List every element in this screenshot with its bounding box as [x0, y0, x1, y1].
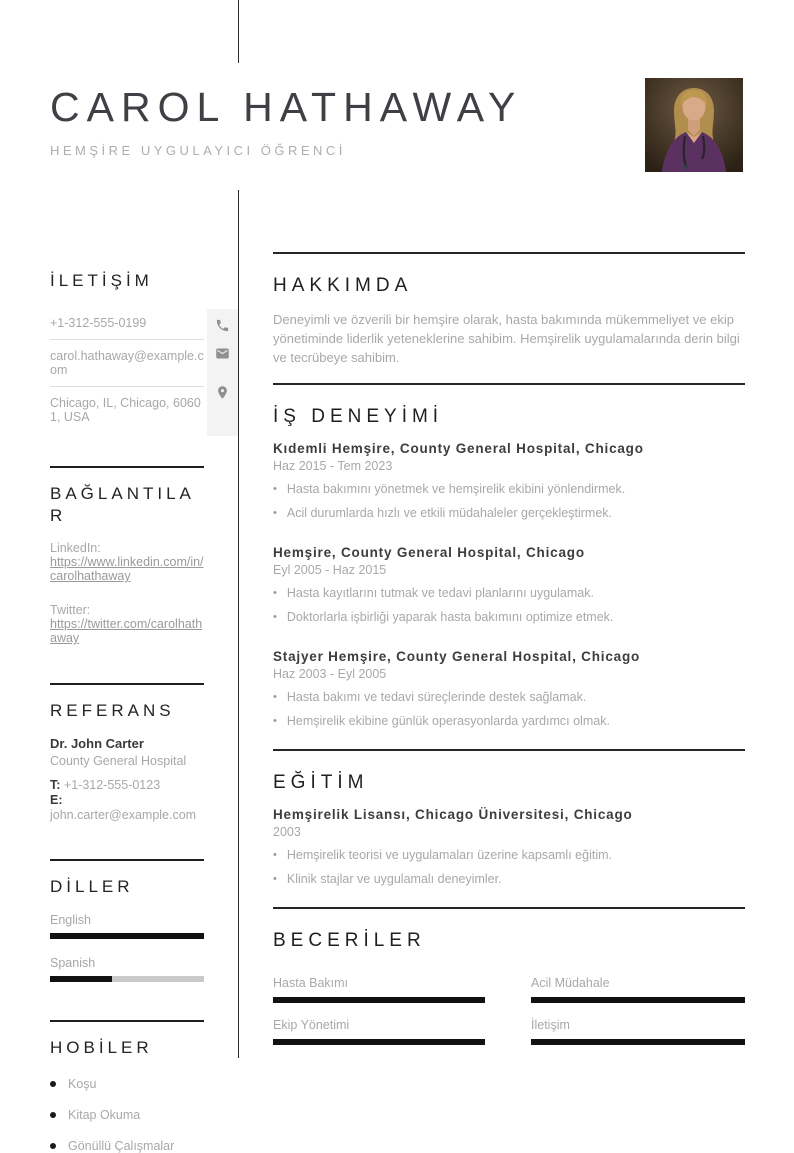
bullet-text: Hasta bakımını yönetmek ve hemşirelik ekibini yönlendirmek.: [286, 482, 626, 496]
skill-name: Acil Müdahale: [531, 976, 610, 990]
portrait-illustration: [645, 78, 743, 172]
section-divider: [50, 1020, 204, 1022]
about-section: [273, 252, 745, 383]
contact-icon-strip: [207, 309, 238, 436]
reference-phone-row: [50, 778, 204, 793]
contact-section: [50, 270, 204, 433]
person-name: CAROL HATHAWAY: [50, 84, 523, 130]
mail-icon: [215, 346, 230, 361]
hobby-item: [50, 1077, 204, 1091]
linkedin-link[interactable]: https://www.linkedin.com/in/carolhathaway: [50, 555, 204, 584]
job-list: [273, 441, 745, 749]
job-dates: Haz 2015 - Tem 2023: [273, 459, 393, 473]
job-bullet: [273, 610, 745, 625]
reference-email: john.carter@example.com: [50, 808, 197, 823]
skill-name: Ekip Yönetimi: [273, 1018, 350, 1032]
bullet-dot-icon: •: [273, 611, 277, 623]
skill-bar-fill: [531, 1039, 745, 1045]
education-bullets: [273, 848, 745, 887]
contact-phone: +1-312-555-0199: [50, 307, 204, 340]
twitter-link[interactable]: https://twitter.com/carolhathaway: [50, 617, 203, 646]
contact-rows: [50, 307, 204, 433]
link-item-twitter: [50, 603, 204, 645]
main-column: [273, 252, 745, 1069]
bullet-dot-icon: [50, 1143, 56, 1149]
education-heading: EĞİTİM: [273, 772, 369, 793]
bullet-text: Hasta kayıtlarını tutmak ve tedavi planlarını uygulamak.: [286, 586, 594, 600]
education-section: [273, 749, 745, 907]
reference-contact: [50, 778, 204, 823]
reference-email-row: [50, 793, 204, 823]
languages-section: [50, 859, 204, 982]
hobby-label: Gönüllü Çalışmalar: [68, 1138, 175, 1153]
bullet-text: Doktorlarla işbirliği yaparak hasta bakımını optimize etmek.: [286, 610, 614, 624]
job-bullets: [273, 586, 745, 625]
reference-phone: +1-312-555-0123: [63, 778, 161, 793]
contact-heading: İLETİŞİM: [50, 271, 153, 290]
job-bullet: [273, 482, 745, 497]
language-bar-fill: [50, 933, 204, 939]
skill-item: [531, 976, 745, 1003]
skill-bar-track: [273, 997, 485, 1003]
skill-bar-fill: [273, 1039, 485, 1045]
links-heading: BAĞLANTILAR: [50, 484, 195, 526]
section-divider: [50, 683, 204, 685]
bullet-dot-icon: •: [273, 587, 277, 599]
education-bullet: [273, 872, 745, 887]
job-title: Hemşire, County General Hospital, Chicago: [273, 545, 585, 560]
column-divider-line: [238, 190, 239, 1058]
bullet-text: Hasta bakımı ve tedavi süreçlerinde destek sağlamak.: [286, 690, 587, 704]
section-divider: [50, 859, 204, 861]
job-entry: [273, 545, 745, 625]
bullet-dot-icon: •: [273, 691, 277, 703]
job-bullet: [273, 714, 745, 729]
header: [50, 84, 610, 158]
job-entry: [273, 441, 745, 521]
about-text: Deneyimli ve özverili bir hemşire olarak, hasta bakımında mükemmeliyet ve ekip yönetiminde liderlik yeteneklerine sahibim. Hemşirelik uygulamalarında derin bilgi ve tecrübeye sahibim.: [273, 312, 740, 365]
job-bullets: [273, 690, 745, 729]
languages-heading: DİLLER: [50, 877, 134, 897]
hobby-item: [50, 1108, 204, 1122]
skill-item: [273, 1018, 485, 1045]
reference-organization: County General Hospital: [50, 754, 187, 769]
language-bar-fill: [50, 976, 112, 982]
skill-bar-track: [531, 997, 745, 1003]
hobby-label: Kitap Okuma: [68, 1107, 141, 1122]
job-dates: Eyl 2005 - Haz 2015: [273, 563, 387, 577]
hobby-list: [50, 1077, 204, 1153]
links-section: [50, 466, 204, 645]
phone-icon: [215, 318, 230, 333]
skill-bar-track: [531, 1039, 745, 1045]
link-label: LinkedIn:: [50, 541, 101, 556]
link-label: Twitter:: [50, 603, 91, 618]
skill-bar-fill: [531, 997, 745, 1003]
skill-item: [531, 1018, 745, 1045]
language-item: [50, 956, 204, 982]
location-icon: [215, 385, 230, 400]
bullet-dot-icon: •: [273, 873, 277, 885]
hobby-label: Koşu: [68, 1076, 97, 1091]
education-list: [273, 807, 745, 907]
job-entry: [273, 649, 745, 729]
education-dates: 2003: [273, 825, 301, 839]
skills-heading: BECERİLER: [273, 930, 426, 951]
hobbies-section: [50, 1020, 204, 1152]
profile-photo: [645, 78, 743, 172]
experience-section: [273, 383, 745, 749]
bullet-text: Klinik stajlar ve uygulamalı deneyimler.: [286, 872, 502, 886]
language-name: Spanish: [50, 956, 96, 971]
bullet-text: Acil durumlarda hızlı ve etkili müdahaleler gerçekleştirmek.: [286, 506, 612, 520]
job-bullet: [273, 506, 745, 521]
person-job-title: HEMŞİRE UYGULAYICI ÖĞRENCİ: [50, 143, 346, 158]
job-title: Stajyer Hemşire, County General Hospital, Chicago: [273, 649, 641, 664]
job-dates: Haz 2003 - Eyl 2005: [273, 667, 387, 681]
language-bar-track: [50, 933, 204, 939]
contact-address: Chicago, IL, Chicago, 60601, USA: [50, 396, 201, 425]
job-bullet: [273, 586, 745, 601]
skill-bar-track: [273, 1039, 485, 1045]
experience-heading: İŞ DENEYİMİ: [273, 406, 444, 427]
bullet-dot-icon: •: [273, 483, 277, 495]
skills-section: [273, 907, 745, 1069]
link-item-linkedin: [50, 541, 204, 583]
top-divider-line: [238, 0, 239, 63]
bullet-text: Hemşirelik teorisi ve uygulamaları üzerine kapsamlı eğitim.: [286, 848, 612, 862]
contact-email: carol.hathaway@example.com: [50, 340, 204, 387]
bullet-dot-icon: •: [273, 849, 277, 861]
hobby-item: [50, 1139, 204, 1153]
job-title: Kıdemli Hemşire, County General Hospital, Chicago: [273, 441, 644, 456]
education-title: Hemşirelik Lisansı, Chicago Üniversitesi, Chicago: [273, 807, 633, 822]
phone-label: T:: [50, 778, 61, 793]
job-bullets: [273, 482, 745, 521]
bullet-dot-icon: [50, 1081, 56, 1087]
skill-item: [273, 976, 485, 1003]
reference-heading: REFERANS: [50, 701, 175, 721]
email-label: E:: [50, 793, 63, 808]
education-entry: [273, 807, 745, 887]
bullet-dot-icon: •: [273, 715, 277, 727]
bullet-text: Hemşirelik ekibine günlük operasyonlarda yardımcı olmak.: [286, 714, 610, 728]
reference-name: Dr. John Carter: [50, 736, 144, 752]
skill-name: İletişim: [531, 1018, 570, 1032]
bullet-dot-icon: [50, 1112, 56, 1118]
about-heading: HAKKIMDA: [273, 275, 413, 296]
hobbies-heading: HOBİLER: [50, 1038, 153, 1058]
section-divider: [50, 466, 204, 468]
language-bar-track: [50, 976, 204, 982]
reference-section: [50, 683, 204, 823]
bullet-dot-icon: •: [273, 507, 277, 519]
language-item: [50, 913, 204, 939]
education-bullet: [273, 848, 745, 863]
skill-bar-fill: [273, 997, 485, 1003]
sidebar: [50, 270, 204, 1153]
language-name: English: [50, 913, 91, 928]
job-bullet: [273, 690, 745, 705]
skills-grid: [273, 976, 745, 1069]
skill-name: Hasta Bakımı: [273, 976, 349, 990]
